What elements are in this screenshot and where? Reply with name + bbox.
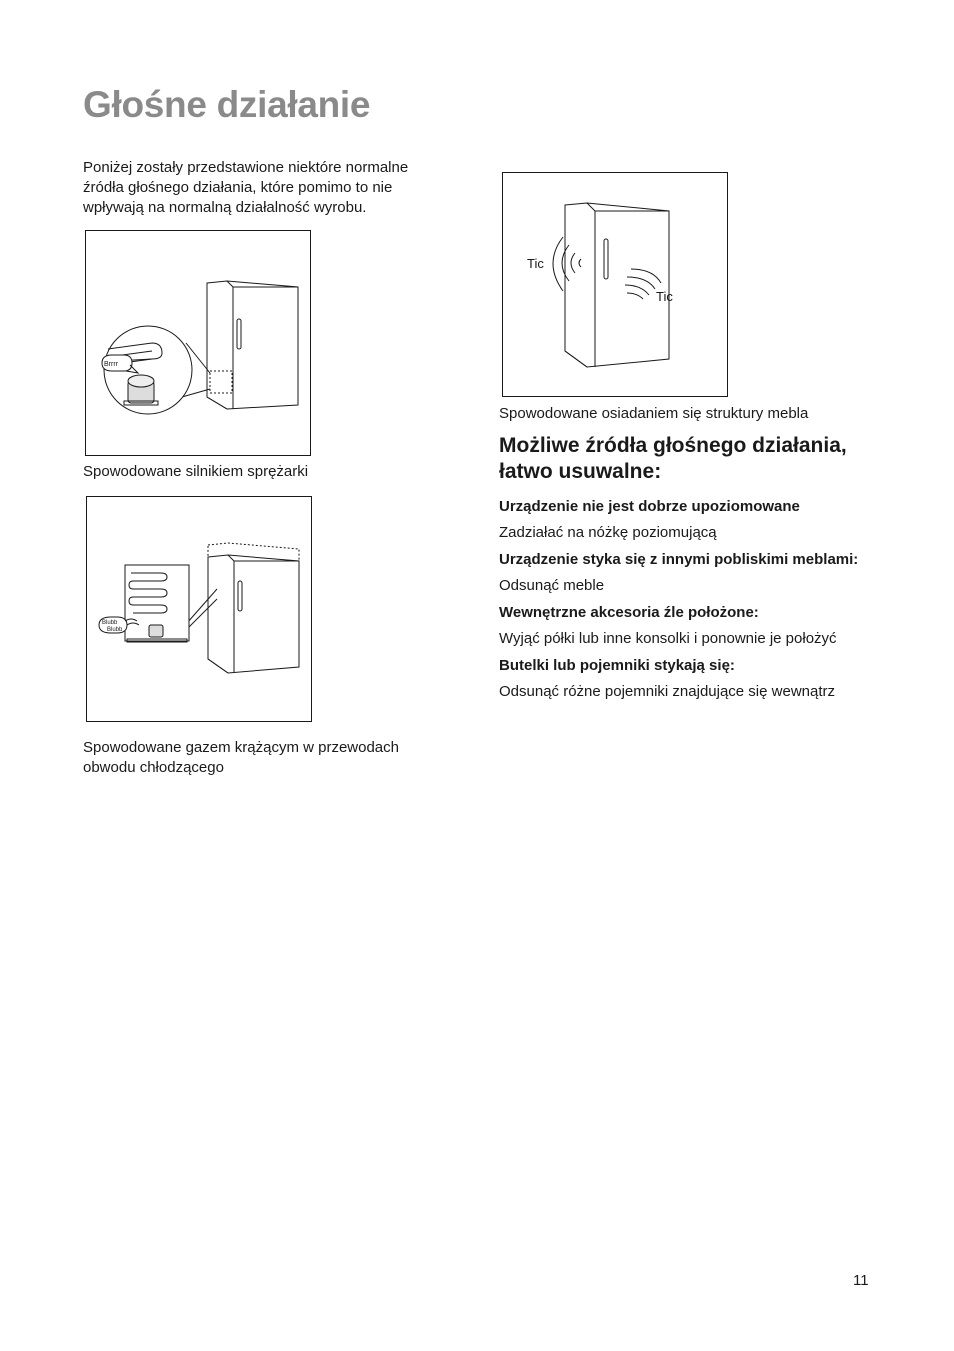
caption-structure: Spowodowane osiadaniem się struktury mebla <box>499 405 809 422</box>
structure-sound-label-right: Tic <box>656 289 673 304</box>
compressor-sound-label: Brrrr <box>104 361 118 368</box>
cause-solution: Zadziałać na nóżkę poziomującą <box>499 524 717 541</box>
cause-problem: Urządzenie styka się z innymi pobliskimi meblami: <box>499 551 859 568</box>
cause-solution: Odsunąć meble <box>499 577 605 594</box>
figure-compressor <box>85 230 311 456</box>
gas-sound-label-2: Blubb <box>107 627 123 633</box>
cause-item <box>499 497 919 543</box>
structure-sound-label-left: Tic <box>527 256 544 271</box>
figure-gas <box>86 496 312 722</box>
causes-list <box>499 497 919 709</box>
caption-gas: Spowodowane gazem krążącym w przewodach obwodu chłodzącego <box>83 739 399 776</box>
intro-paragraph: Poniżej zostały przedstawione niektóre normalne źródła głośnego działania, które pomimo to nie wpływają na normalną działalność wyrobu. <box>83 159 409 216</box>
cause-solution: Wyjąć półki lub inne konsolki i ponownie je położyć <box>499 630 837 647</box>
gas-illustration <box>87 497 311 721</box>
cause-solution: Odsunąć różne pojemniki znajdujące się wewnątrz <box>499 683 836 700</box>
cause-problem: Urządzenie nie jest dobrze upoziomowane <box>499 498 800 515</box>
cause-problem: Butelki lub pojemniki stykają się: <box>499 657 735 674</box>
gas-sound-label-1: Blubb <box>102 620 118 626</box>
cause-item <box>499 656 919 702</box>
figure-structure <box>502 172 728 397</box>
cause-problem: Wewnętrzne akcesoria źle położone: <box>499 604 759 621</box>
page-number: 11 <box>853 1272 869 1289</box>
page-title: Głośne działanie <box>83 84 371 125</box>
caption-compressor: Spowodowane silnikiem sprężarki <box>83 463 309 480</box>
easy-fix-heading: Możliwe źródła głośnego działania, łatwo usuwalne: <box>499 434 847 483</box>
cause-item <box>499 603 919 649</box>
compressor-illustration <box>86 231 310 455</box>
cause-item <box>499 550 919 596</box>
structure-illustration <box>503 173 727 396</box>
